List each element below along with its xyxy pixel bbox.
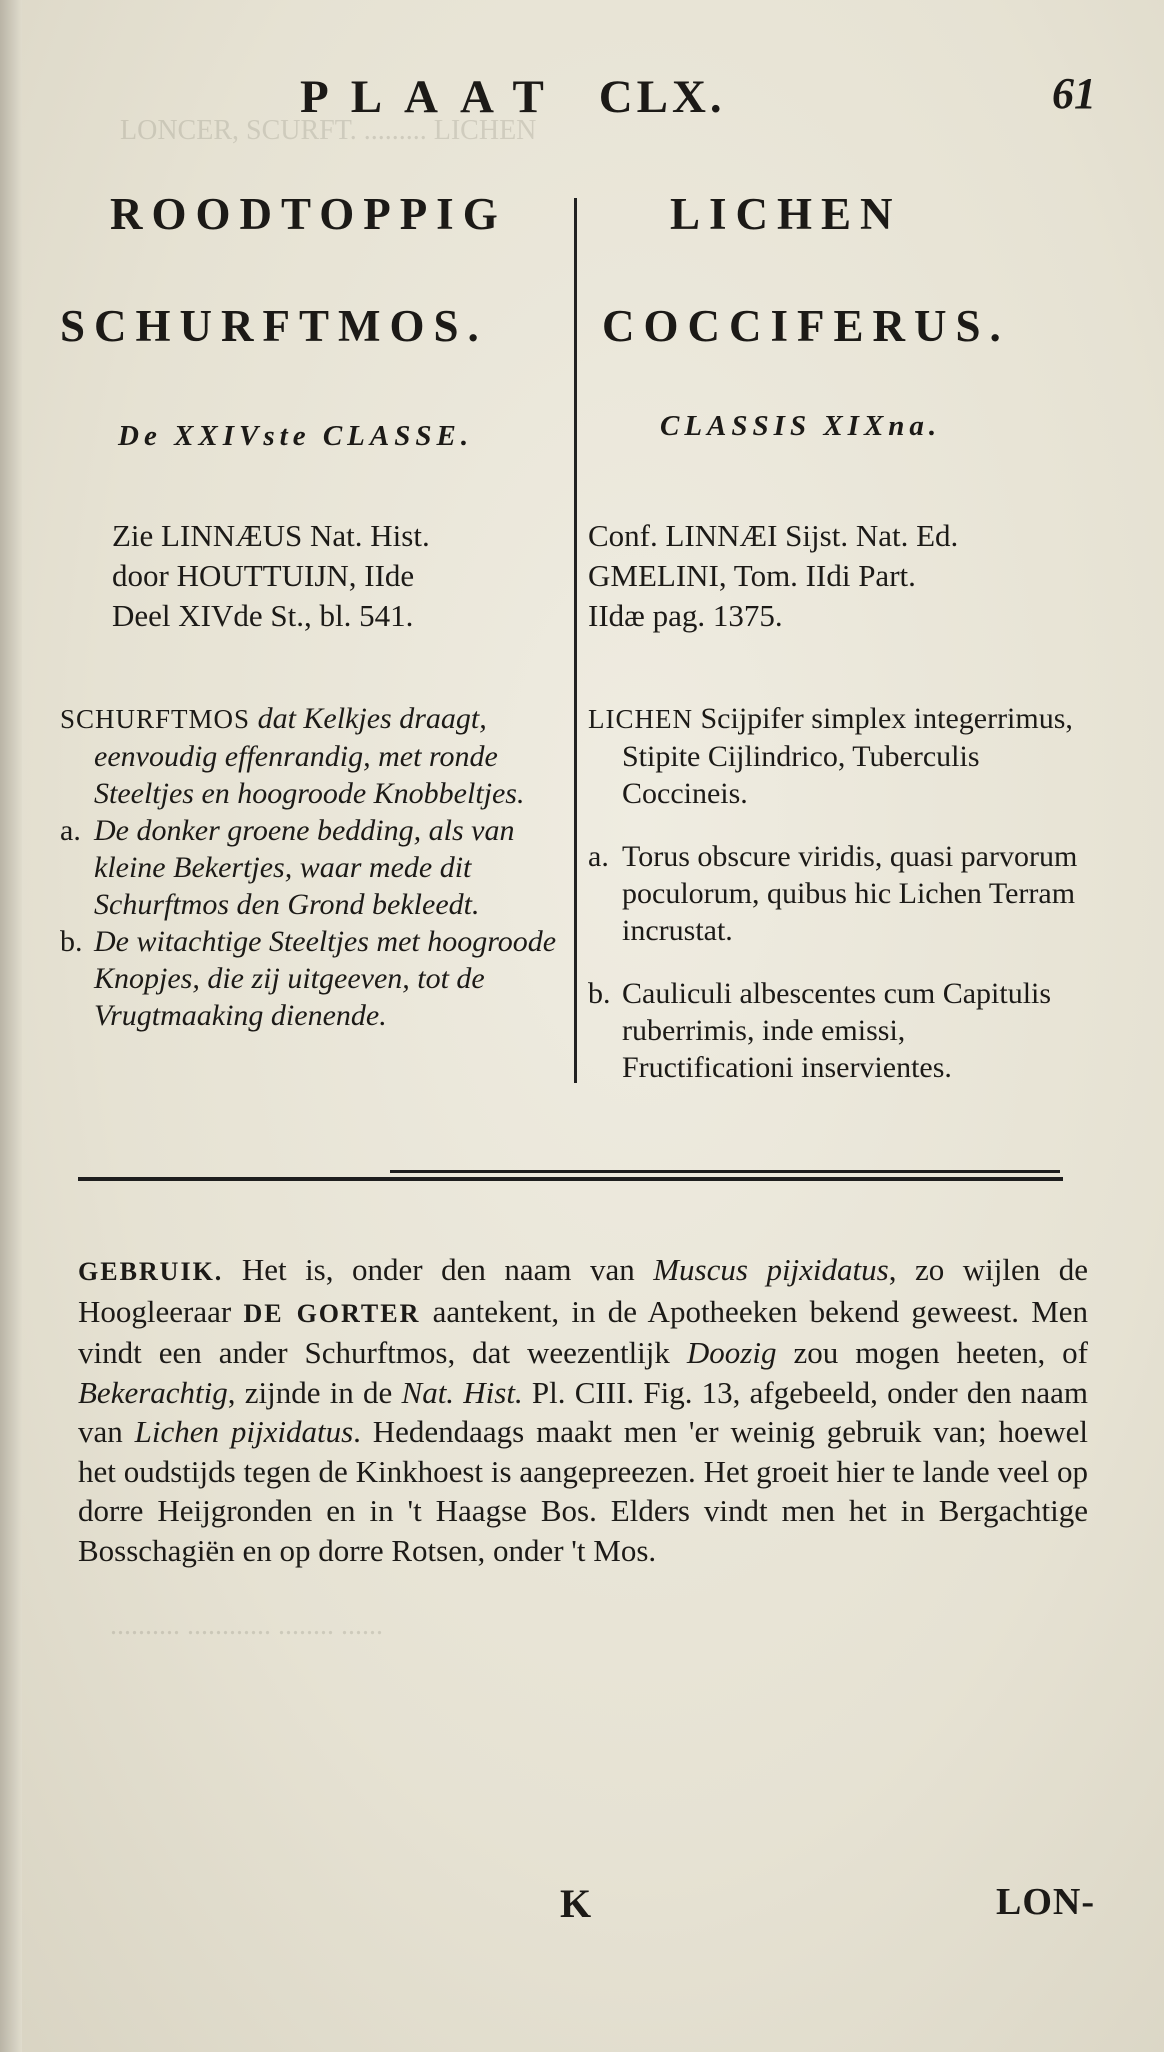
section-rule [78,1177,1063,1181]
running-title: PLAAT [300,71,565,123]
plate-number: CLX. [598,71,726,123]
column-divider [574,198,577,1083]
bleed-through: LONCER, SCURFT. ......... LICHEN [120,115,537,146]
dutch-reference: Zie LINNÆUS Nat. Hist. door HOUTTUIJN, IIde Deel XIVde St., bl. 541. [112,518,430,633]
latin-item-b [588,975,1078,1086]
usage-label: GEBRUIK. [78,1257,224,1286]
item-text: De witachtige Steeltjes met hoogroode Knopjes, die zij uitgeeven, tot de Vrugtmaaking dienende. [94,925,557,1032]
latin-reference: Conf. LINNÆI Sijst. Nat. Ed. GMELINI, Tom. IIdi Part. IIdæ pag. 1375. [588,518,959,633]
dutch-item-b [60,923,570,1034]
running-head [300,70,726,124]
latin-item-a [588,838,1078,949]
usage-term: Lichen pijxidatus [134,1414,354,1449]
item-text: Torus obscure viridis, quasi parvorum poculorum, quibus hic Lichen Terram incrustat. [622,840,1078,947]
signature-mark: K [560,1881,592,1926]
latin-title-line2: COCCIFERUS. [602,301,1010,351]
item-marker: b. [60,925,83,958]
dutch-description [60,700,570,1034]
usage-term: Bekerachtig [78,1374,228,1410]
section-rule-upper [390,1170,1060,1173]
item-marker: a. [588,840,609,873]
item-marker: a. [60,814,81,847]
dutch-item-a [60,812,570,923]
usage-person: DE GORTER [243,1298,421,1328]
page-edge-shadow [0,0,22,2052]
usage-text: , zo wijlen de Hoogleeraar [78,1252,1088,1329]
item-text: Cauliculi albescentes cum Capitulis ruberrimis, inde emissi, Fructificationi inservientes. [622,977,1052,1084]
usage-text: . Hedendaags maakt men 'er weinig gebruik van; hoewel het oudstijds tegen de Kinkhoest is aangepreezen. Het groeit hier te lande veel op dorre Heijgronden en in 't Haagse Bos. Elders vindt men het in Bergachtige Bosschagiën en op dorre Rotsen, onder 't Mos. [78,1414,1088,1568]
latin-title-line1: LICHEN [670,189,902,239]
usage-text: , zijnde in de [227,1374,393,1410]
dutch-diagnosis-text: dat Kelkjes draagt, eenvoudig effenrandig, met ronde Steeltjes en hoogroode Knobbeltjes. [94,702,525,810]
item-marker: b. [588,977,611,1010]
latin-diagnosis-text: Scijpifer simplex integerrimus, Stipite Cijlindrico, Tuberculis Coccineis. [622,702,1073,810]
usage-text: Het is, onder den naam van [241,1252,635,1287]
dutch-title-line1: ROODTOPPIG [110,189,507,239]
bleed-through: .......... ............ ........ ...... [110,1610,383,1641]
page-number: 61 [1052,69,1096,118]
latin-diagnosis [588,700,1078,812]
dutch-classe: De XXIVste CLASSE. [118,420,474,452]
usage-term: Doozig [686,1335,777,1370]
item-text: De donker groene bedding, als van kleine Bekertjes, waar mede dit Schurftmos den Grond bekleedt. [94,814,515,921]
usage-text: Pl. CIII. Fig. 13, afgebeeld, onder den naam van [78,1374,1088,1449]
dutch-lead-word: SCHURFTMOS [60,704,251,734]
catchword: LON- [996,1881,1095,1923]
usage-term: Nat. Hist. [401,1374,523,1410]
usage-term: Muscus pijxidatus [653,1252,889,1287]
usage-paragraph [78,1250,1088,1570]
usage-text: aantekent, in de Apotheeken bekend geweest. Men vindt een ander Schurftmos, dat weezentlijk [78,1293,1089,1370]
dutch-title-line2: SCHURFTMOS. [60,301,488,351]
latin-lead-word: LICHEN [588,704,693,734]
latin-description [588,700,1078,1086]
usage-text: zou mogen heeten, of [793,1335,1088,1370]
latin-classis: CLASSIS XIXna. [660,410,942,442]
dutch-diagnosis [60,700,570,812]
